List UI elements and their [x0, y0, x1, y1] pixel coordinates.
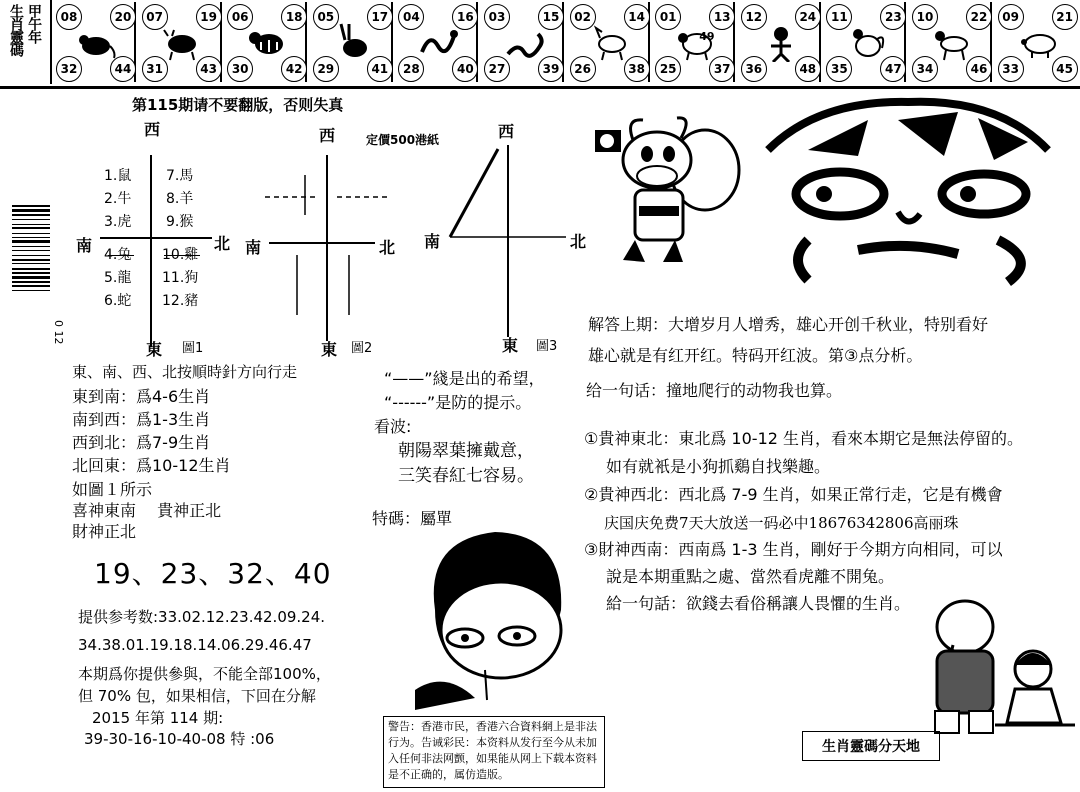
point-1-line-b: 如有就衹是小狗抓鷄自找樂趣。: [606, 457, 831, 476]
zodiac-number: 20: [110, 4, 136, 30]
saying-line: 给一句话：撞地爬行的动物我也算。: [586, 381, 843, 400]
promise-line-1: 本期爲你提供參與，不能全部100%，: [78, 665, 331, 683]
reference-line-2: 34.38.01.19.18.14.06.29.46.47: [78, 636, 312, 654]
diagram1-vertical-line: [150, 155, 152, 347]
zodiac-cell-9: [739, 2, 821, 82]
zodiac-number: 22: [966, 4, 992, 30]
pig-icon: [1018, 22, 1058, 62]
rule-line: 北回東：爲10-12生肖: [72, 456, 231, 475]
zodiac-extra-number: 49: [699, 30, 715, 43]
diagram2-lines: [245, 115, 405, 355]
zodiac-number: 13: [709, 4, 735, 30]
zodiac-cell: 12.豬: [162, 293, 199, 309]
promise-line-3: 2015 年第 114 期:: [92, 709, 224, 727]
zodiac-number: 38: [624, 56, 650, 82]
zodiac-cell-11: [910, 2, 992, 82]
diagram3-west: 西: [498, 122, 515, 141]
zodiac-number: 47: [880, 56, 906, 82]
zodiac-number: 45: [1052, 56, 1078, 82]
elephant-girl-cartoon: [915, 585, 1080, 750]
diagram-1: [70, 115, 250, 359]
rule-line: 東、南、西、北按順時針方向行走: [72, 363, 298, 381]
barcode: [12, 205, 52, 345]
price-label: 定價500港紙: [366, 133, 440, 147]
zodiac-cell-1: [54, 2, 136, 82]
ox-icon: [162, 22, 202, 62]
zodiac-number: 17: [367, 4, 393, 30]
answer-line-2: 雄心就是有红开红。特码开红波。第③点分析。: [588, 346, 923, 365]
answer-line-1: 解答上期：大增岁月人增秀，雄心开创千秋业，特别看好: [588, 315, 989, 334]
zodiac-number: 11: [826, 4, 852, 30]
special-code: 特碼：屬單: [372, 509, 453, 528]
zodiac-cell-10: [824, 2, 906, 82]
zodiac-number: 23: [880, 4, 906, 30]
zodiac-number: 28: [398, 56, 424, 82]
diagram2-west: 西: [319, 126, 336, 145]
rat-icon: [76, 22, 116, 62]
barcode-number: 0 12: [52, 320, 65, 345]
zodiac-number: 29: [313, 56, 339, 82]
zodiac-number: 16: [452, 4, 478, 30]
zodiac-number: 09: [998, 4, 1024, 30]
strip-title-line: 生肖靈碼: [8, 4, 24, 56]
diagram3-east: 東: [502, 336, 519, 355]
zodiac-cell-2: [140, 2, 222, 82]
strip-title-line: 甲午年: [26, 4, 42, 43]
strip-title: [0, 0, 52, 84]
diagram3-south: 南: [424, 232, 441, 251]
diagram2-north: 北: [379, 238, 396, 257]
zodiac-cell: 8.羊: [166, 191, 194, 207]
zodiac-cell-8: [653, 2, 735, 82]
zodiac-cell: 9.猴: [166, 214, 194, 230]
zodiac-cell: 5.龍: [104, 270, 132, 286]
zodiac-cell-6: [482, 2, 564, 82]
reference-line-1: 提供参考数:33.02.12.23.42.09.24.: [78, 608, 326, 626]
lucky-numbers: 19、23、32、40: [94, 557, 332, 590]
zodiac-number: 37: [709, 56, 735, 82]
tiger-icon: [247, 22, 287, 62]
wave-label: 看波:: [374, 417, 412, 436]
ox-cartoon: [585, 110, 745, 275]
horse-icon: [590, 22, 630, 62]
zodiac-number: 10: [912, 4, 938, 30]
zodiac-number: 24: [795, 4, 821, 30]
zodiac-number: 36: [741, 56, 767, 82]
zodiac-number: 05: [313, 4, 339, 30]
point-3-line-c: 給一句話：欲錢去看俗稱讓人畏懼的生肖。: [606, 594, 911, 613]
diagram1-west: 西: [144, 120, 161, 139]
zodiac-number: 32: [56, 56, 82, 82]
zodiac-number: 42: [281, 56, 307, 82]
diagram1-caption: 圖1: [182, 341, 204, 356]
zodiac-number: 27: [484, 56, 510, 82]
zodiac-cell: 7.馬: [166, 168, 194, 184]
zodiac-number: 15: [538, 4, 564, 30]
zodiac-cell: 4.兔: [104, 247, 132, 263]
poem-line-1: 朝陽翠葉擁戴意，: [398, 441, 534, 461]
barcode-graphic: [12, 205, 52, 345]
zodiac-number: 07: [142, 4, 168, 30]
rule-line: 如圖１所示: [72, 480, 153, 499]
middle-line-1: “——”綫是出的希望，: [384, 369, 545, 388]
rooster-icon: [846, 22, 886, 62]
zodiac-number: 19: [196, 4, 222, 30]
zodiac-cell: 3.虎: [104, 214, 132, 230]
zodiac-number: 25: [655, 56, 681, 82]
zodiac-number: 01: [655, 4, 681, 30]
zodiac-strip: [0, 0, 1080, 89]
zodiac-number: 43: [196, 56, 222, 82]
point-2-line-a: ②貴神西北：西北爲 7-9 生肖，如果正常行走，它是有機會: [584, 485, 1003, 504]
zodiac-number: 44: [110, 56, 136, 82]
diagram-2: [245, 115, 405, 359]
rabbit-icon: [333, 22, 373, 62]
diagram2-east: 東: [321, 340, 338, 359]
diagram-3: [420, 115, 595, 355]
diagram1-south: 南: [76, 236, 93, 255]
zodiac-number: 31: [142, 56, 168, 82]
face-cartoon: [748, 90, 1080, 290]
zodiac-cell: 11.狗: [162, 270, 199, 286]
point-3-line-b: 說是本期重點之處、當然看虎離不開兔。: [606, 567, 895, 586]
diagram2-south: 南: [245, 238, 262, 257]
diagram1-horizontal-line: [100, 237, 212, 239]
poem-line-2: 三笑春紅七容易。: [398, 466, 534, 486]
zodiac-number: 48: [795, 56, 821, 82]
zodiac-cell-4: [311, 2, 393, 82]
rule-line: 東到南：爲4-6生肖: [72, 387, 211, 406]
dragon-icon: [418, 22, 458, 62]
zodiac-number: 41: [367, 56, 393, 82]
zodiac-cell: 1.鼠: [104, 168, 132, 184]
diagram1-north: 北: [214, 234, 231, 253]
zodiac-number: 30: [227, 56, 253, 82]
zodiac-number: 34: [912, 56, 938, 82]
zodiac-number: 33: [998, 56, 1024, 82]
zodiac-number: 35: [826, 56, 852, 82]
diagram1-east: 東: [146, 340, 163, 359]
zodiac-number: 46: [966, 56, 992, 82]
zodiac-number: 14: [624, 4, 650, 30]
ad-line: 庆国庆免费7天大放送一码必中18676342806高丽珠: [604, 514, 959, 532]
snake-icon: [504, 22, 544, 62]
zodiac-number: 06: [227, 4, 253, 30]
zodiac-cell: 2.牛: [104, 191, 132, 207]
zodiac-cell-7: [568, 2, 650, 82]
diagram3-lines: [420, 115, 595, 355]
diagram2-caption: 圖2: [351, 341, 373, 356]
dog-icon: [932, 22, 972, 62]
zodiac-number: 26: [570, 56, 596, 82]
zodiac-number: 21: [1052, 4, 1078, 30]
diagram3-caption: 圖3: [536, 339, 558, 354]
rule-line: 西到北：爲7-9生肖: [72, 433, 211, 452]
diagram3-north: 北: [570, 232, 587, 251]
zodiac-cell-5: [396, 2, 478, 82]
rule-line: 財神正北: [72, 522, 137, 541]
zodiac-number: 02: [570, 4, 596, 30]
rule-line: 喜神東南 貴神正北: [72, 501, 222, 520]
zodiac-number: 12: [741, 4, 767, 30]
monkey-icon: [761, 22, 801, 62]
zodiac-cell-12: [996, 2, 1078, 82]
zodiac-number: 08: [56, 4, 82, 30]
promise-line-4: 39-30-16-10-40-08 特 :06: [84, 730, 275, 748]
middle-line-2: “------”是防的提示。: [384, 393, 532, 412]
point-3-line-a: ③財神西南：西南爲 1-3 生肖，剛好于今期方向相同，可以: [584, 540, 1003, 559]
zodiac-cell: 6.蛇: [104, 293, 132, 309]
zodiac-number: 18: [281, 4, 307, 30]
header-notice: 第115期请不要翻版，否则失真: [132, 96, 344, 114]
zodiac-cell: 10.雞: [162, 247, 199, 263]
footer-label: 生肖靈碼分天地: [802, 731, 940, 761]
promise-line-2: 但 70% 包，如果相信，下回在分解: [78, 687, 316, 705]
monkey-cartoon: [405, 520, 575, 710]
point-1-line-a: ①貴神東北：東北爲 10-12 生肖，看來本期它是無法停留的。: [584, 429, 1024, 448]
zodiac-number: 39: [538, 56, 564, 82]
zodiac-cell-3: [225, 2, 307, 82]
zodiac-number: 04: [398, 4, 424, 30]
rule-line: 南到西：爲1-3生肖: [72, 410, 211, 429]
zodiac-number: 03: [484, 4, 510, 30]
zodiac-number: 40: [452, 56, 478, 82]
warning-box: 警告：香港市民，香港六合資料網上是非法行为。告诫彩民：本资料从发行至今从未加入任何非法网颤，如果能从网上下载本资料是不正确的，属仿造版。: [383, 716, 605, 788]
